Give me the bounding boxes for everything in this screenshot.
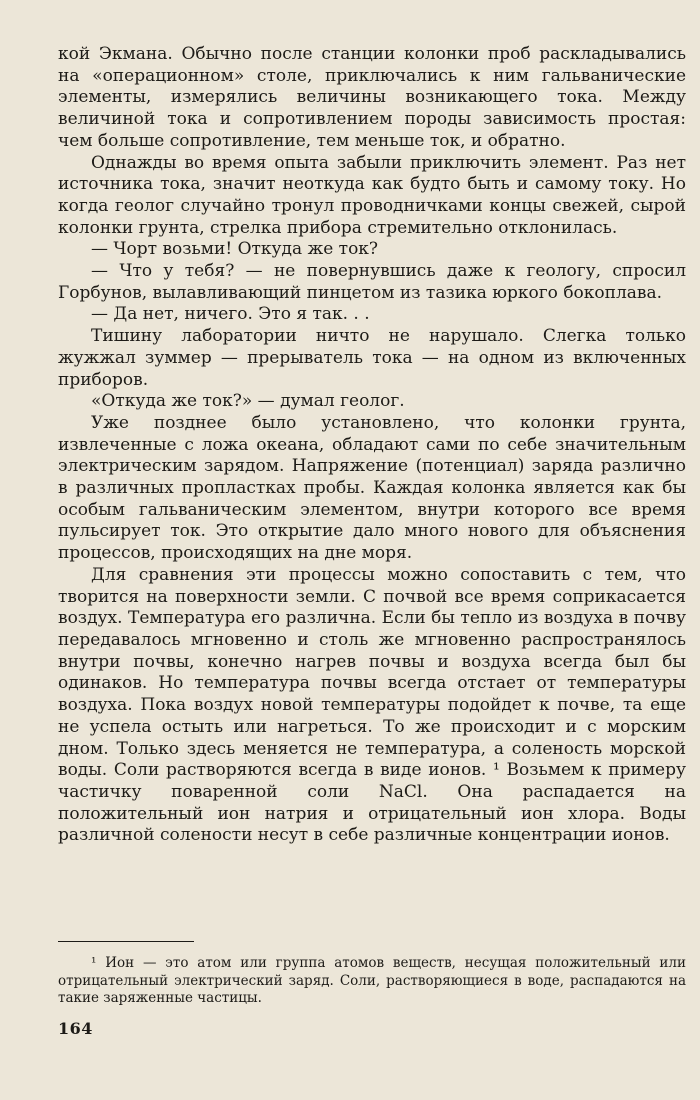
paragraph: Уже позднее было установлено, что колонки грунта, извлеченные с ложа океана, обладают сами по себе значительным электрическим зарядом. Напряжение (потенциал) заряда различно в различных пропластках пробы. Каждая колонка является как бы особым гальваническим элементом, внутри которого все время пульсирует ток. Это открытие дало много нового для объяснения процессов, происходящих на дне моря. xyxy=(58,412,686,564)
footnote-divider xyxy=(58,941,194,942)
paragraph: Тишину лаборатории ничто не нарушало. Слегка только жужжал зуммер — прерыватель тока — на одном из включенных приборов. xyxy=(58,326,686,390)
page-number: 164 xyxy=(58,1019,93,1038)
dialogue-line: — Что у тебя? — не повернувшись даже к геологу, спросил Горбунов, вылавливающий пинцетом из тазика юркого бокоплава. xyxy=(58,261,686,303)
page-body xyxy=(58,44,686,847)
paragraph: Однажды во время опыта забыли приключить элемент. Раз нет источника тока, значит неоткуда как будто быть и самому току. Но когда геолог случайно тронул проводничками концы свежей, сырой колонки грунта, стрелка прибора стремительно отклонилась. xyxy=(58,152,686,238)
paragraph-continuation: кой Экмана. Обычно после станции колонки проб раскладывались на «операционном» столе, приключались к ним гальванические элементы, измерялись величины возникающего тока. Между величиной тока и сопротивлением породы зависимость простая: чем больше сопротивление, тем меньше ток, и обратно. xyxy=(58,44,686,151)
dialogue-line: — Да нет, ничего. Это я так. . . xyxy=(91,304,370,325)
paragraph: Для сравнения эти процессы можно сопоставить с тем, что творится на поверхности земли. С почвой все время соприкасается воздух. Температура его различна. Если бы тепло из воздуха в почву передавалось мгновенно и столь же мгновенно распространялось внутри почвы, конечно нагрев почвы и воздуха всегда был бы одинаков. Но температура почвы всегда отстает от температуры воздуха. Пока воздух новой температуры подойдет к почве, та еще не успела остыть или нагреться. То же происходит и с морским дном. Только здесь меняется не температура, а соленость морской воды. Соли растворяются всегда в виде ионов. ¹ Возьмем к примеру частичку поваренной соли NaCl. Она распадается на положительный ион натрия и отрицательный ион хлора. Воды различной солености несут в себе различные концентрации ионов. xyxy=(58,564,686,846)
dialogue-line: — Чорт возьми! Откуда же ток? xyxy=(91,239,379,260)
footnote: ¹ Ион — это атом или группа атомов веществ, несущая положительный или отрицательный электрический заряд. Соли, растворяющиеся в воде, распадаются на такие заряженные частицы. xyxy=(58,955,686,1007)
paragraph: «Откуда же ток?» — думал геолог. xyxy=(91,391,405,412)
